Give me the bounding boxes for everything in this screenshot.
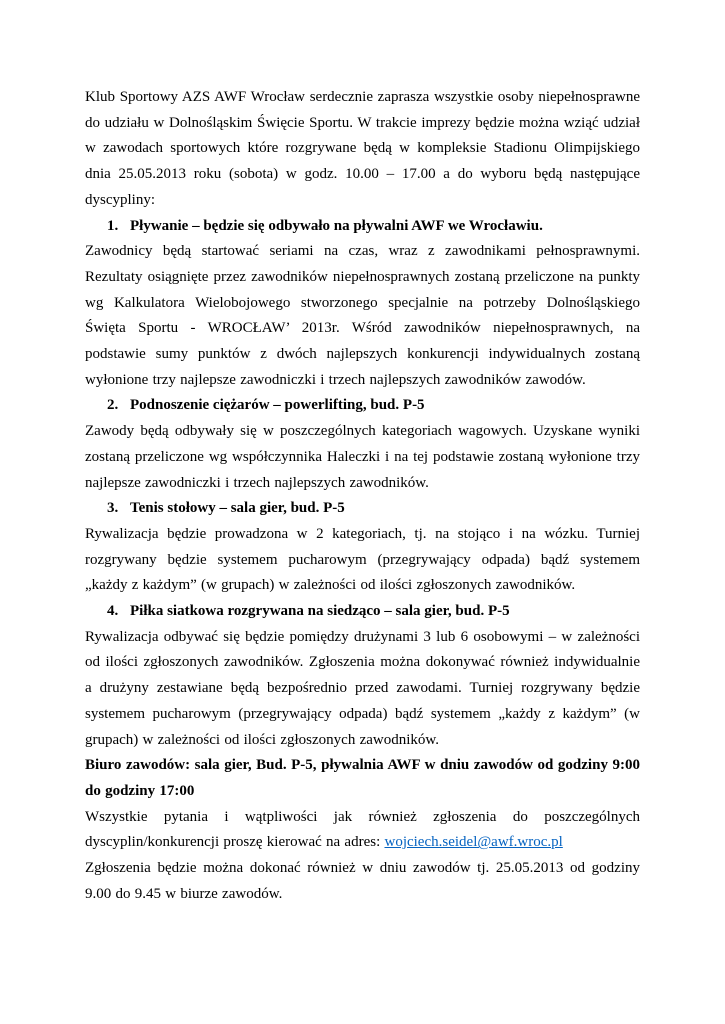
list-item-4-heading <box>85 599 640 625</box>
item-1-body: Zawodnicy będą startować seriami na czas, wraz z zawodnikami pełnosprawnymi. Rezultaty osiągnięte przez zawodników niepełnosprawnych zostaną przeliczone na punkty wg Kalkulatora Wielobojowego stworzonego specjalnie na potrzeby Dolnośląskiego Święta Sportu - WROCŁAW’ 2013r. Wśród zawodników niepełnosprawnych, na podstawie sumy punktów z dwóch najlepszych konkurencji indywidualnych zostaną wyłonione trzy najlepsze zawodniczki i trzech najlepszych zawodników zawodów. <box>85 243 640 388</box>
office-paragraph: Biuro zawodów: sala gier, Bud. P-5, pływalnia AWF w dniu zawodów od godziny 9:00 do godziny 17:00 <box>85 757 640 799</box>
list-heading-text-3: Tenis stołowy – sala gier, bud. P-5 <box>130 500 345 517</box>
list-heading-text-4: Piłka siatkowa rozgrywana na siedząco – sala gier, bud. P-5 <box>130 603 510 620</box>
email-link[interactable]: wojciech.seidel@awf.wroc.pl <box>384 834 563 851</box>
closing-paragraph: Zgłoszenia będzie można dokonać również w dniu zawodów tj. 25.05.2013 od godziny 9.00 do 9.45 w biurze zawodów. <box>85 860 640 902</box>
item-2-body: Zawody będą odbywały się w poszczególnych kategoriach wagowych. Uzyskane wyniki zostaną przeliczone wg współczynnika Haleczki i na tej podstawie zostaną wyłonione trzy najlepsze zawodniczki i trzech najlepszych zawodników. <box>85 423 640 491</box>
intro-paragraph: Klub Sportowy AZS AWF Wrocław serdecznie zaprasza wszystkie osoby niepełnosprawne do udziału w Dolnośląskim Święcie Sportu. W trakcie imprezy będzie można wziąć udział w zawodach sportowych które rozgrywane będą w kompleksie Stadionu Olimpijskiego dnia 25.05.2013 roku (sobota) w godz. 10.00 – 17.00 a do wyboru będą następujące dyscypliny: <box>85 89 640 208</box>
item-3-body: Rywalizacja będzie prowadzona w 2 kategoriach, tj. na stojąco i na wózku. Turniej rozgrywany będzie systemem pucharowym (przegrywający odpada) bądź systemem „każdy z każdym” (w grupach) w zależności od ilości zgłoszonych zawodników. <box>85 525 640 594</box>
list-item-1-heading <box>85 214 640 240</box>
list-number-3: 3. <box>107 500 119 517</box>
contact-text: Wszystkie pytania i wątpliwości jak również zgłoszenia do poszczególnych dyscyplin/konkurencji proszę kierować na adres: <box>85 808 640 851</box>
list-number-4: 4. <box>107 603 119 620</box>
list-heading-text-1: Pływanie – będzie się odbywało na pływalni AWF we Wrocławiu. <box>130 217 543 234</box>
contact-paragraph <box>85 805 640 856</box>
list-heading-text-2: Podnoszenie ciężarów – powerlifting, bud. P-5 <box>130 397 425 414</box>
list-number-2: 2. <box>107 397 119 414</box>
item-4-body: Rywalizacja odbywać się będzie pomiędzy drużynami 3 lub 6 osobowymi – w zależności od ilości zgłoszonych zawodników. Zgłoszenia można dokonywać również indywidualnie a drużyny zestawiane będą bezpośrednio przed zawodami. Turniej rozgrywany będzie systemem pucharowym (przegrywający odpada) bądź systemem „każdy z każdym” (w grupach) w zależności od ilości zgłoszonych zawodników. <box>85 628 640 748</box>
list-item-2-heading <box>85 393 640 419</box>
list-item-3-heading <box>85 496 640 522</box>
list-number-1: 1. <box>107 217 119 234</box>
